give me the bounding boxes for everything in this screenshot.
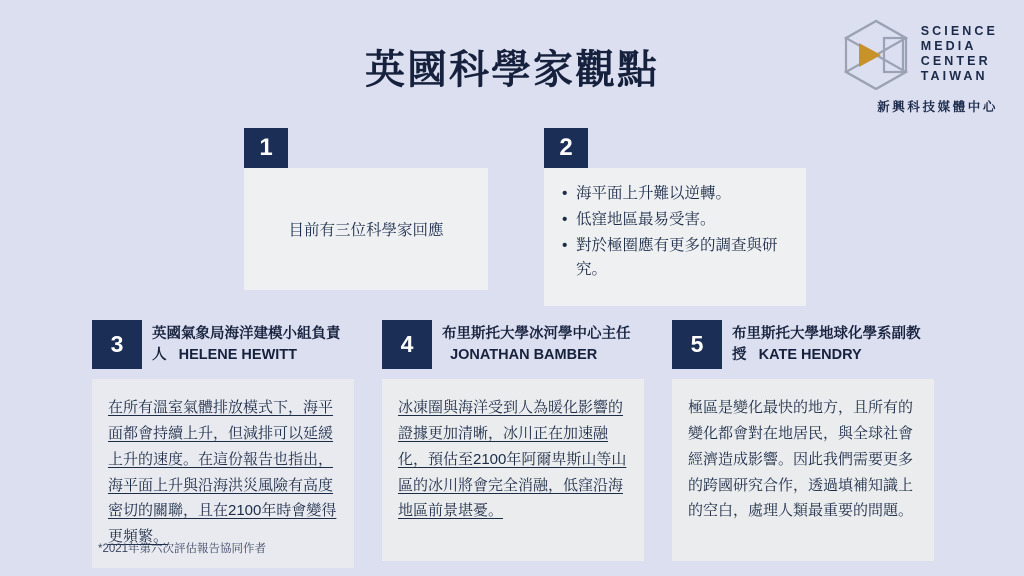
- expert-5-header: [672, 320, 934, 369]
- expert-4-title: [432, 320, 644, 369]
- expert-4-affiliation: 布里斯托大學冰河學中心主任: [442, 326, 631, 342]
- expert-5-number: 5: [672, 320, 722, 369]
- expert-4-header: [382, 320, 644, 369]
- expert-5-name: KATE HENDRY: [758, 346, 862, 363]
- expert-5-body-text: 極區是變化最快的地方，且所有的變化都會對在地居民，與全球社會經濟造成影響。因此我們需要更多的跨國研究合作，透過填補知識上的空白，處理人類最重要的問題。: [688, 399, 914, 520]
- logo-subtitle: 新興科技媒體中心: [877, 100, 998, 114]
- expert-5-affiliation: 布里斯托大學地球化學系副教授: [732, 326, 921, 363]
- page-title: 英國科學家觀點: [365, 48, 659, 92]
- card-2: [544, 128, 806, 306]
- expert-card-5: [672, 320, 934, 561]
- list-item: • 低窪地區最易受害。: [560, 208, 790, 232]
- logo-line-center: CENTER: [920, 54, 991, 68]
- list-item: • 海平面上升難以逆轉。: [560, 182, 790, 206]
- logo-line-science: SCIENCE: [920, 23, 998, 38]
- expert-3-number: 3: [92, 320, 142, 369]
- expert-5-body: [672, 379, 934, 561]
- expert-5-title: [722, 320, 934, 369]
- card-1: [244, 128, 488, 290]
- expert-3-body-text: 在所有溫室氣體排放模式下，海平面都會持續上升，但減排可以延緩上升的速度。在這份報告也指出，海平面上升與沿海洪災風險有高度密切的關聯，且在2100年時會變得更頻繁。: [108, 399, 337, 546]
- card-2-body: [544, 168, 806, 306]
- footnote: *2021年第六次評估報告協同作者: [98, 543, 267, 555]
- expert-3-header: [92, 320, 354, 369]
- expert-4-body-text: 冰凍圈與海洋受到人為暖化影響的證據更加清晰，冰川正在加速融化，預估至2100年阿爾卑斯山等山區的冰川將會完全消融，低窪沿海地區前景堪憂。: [398, 399, 627, 520]
- list-item: • 對於極圈應有更多的調查與研究。: [560, 234, 790, 282]
- expert-3-name: HELENE HEWITT: [178, 346, 298, 363]
- expert-card-4: [382, 320, 644, 561]
- expert-3-title: [142, 320, 354, 369]
- card-2-bullet-list: [560, 182, 790, 282]
- card-2-number: 2: [544, 128, 588, 168]
- logo-line-media: MEDIA: [920, 38, 977, 53]
- card-1-text: 目前有三位科學家回應: [244, 168, 488, 290]
- expert-4-name: JONATHAN BAMBER: [450, 346, 598, 363]
- card-1-number: 1: [244, 128, 288, 168]
- expert-4-number: 4: [382, 320, 432, 369]
- expert-3-affiliation: 英國氣象局海洋建模小組負責人: [152, 326, 341, 363]
- logo-line-taiwan: TAIWAN: [920, 69, 988, 84]
- expert-4-body: [382, 379, 644, 561]
- expert-card-3: [92, 320, 354, 568]
